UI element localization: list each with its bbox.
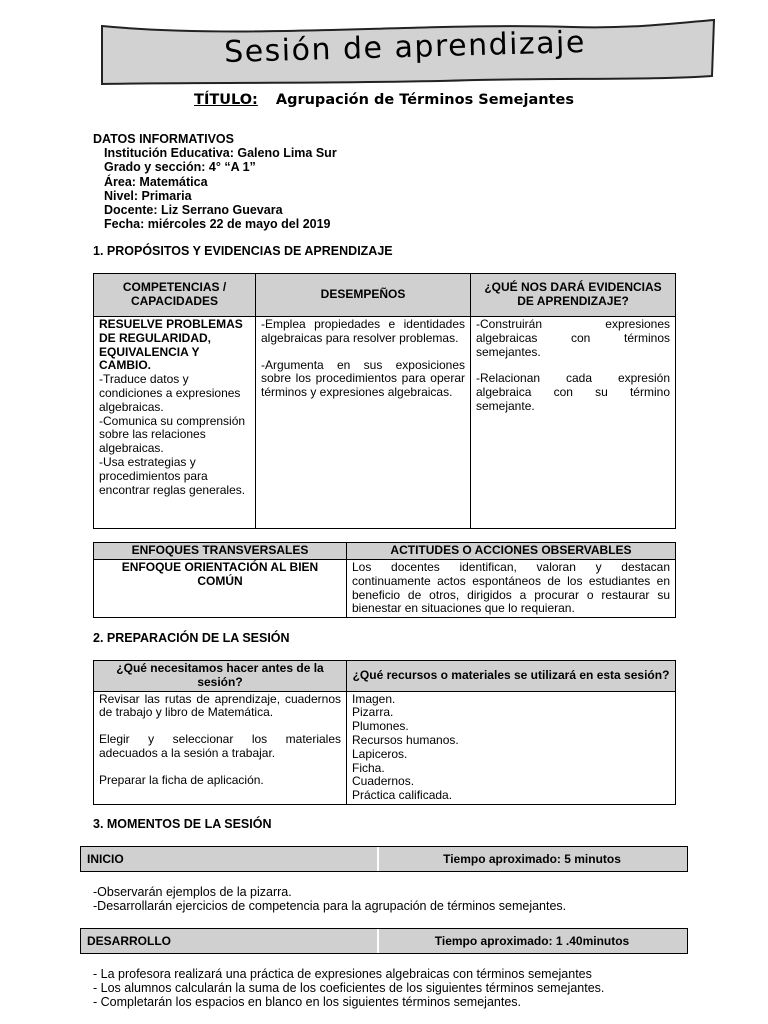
header-enfoques: ENFOQUES TRANSVERSALES: [94, 543, 347, 560]
desarrollo-bullet: - Completarán los espacios en blanco en los siguientes términos semejantes.: [93, 995, 522, 1009]
propositos-table: [93, 273, 676, 529]
header-antes: ¿Qué necesitamos hacer antes de la sesión?: [94, 661, 347, 692]
evidencia-item: -Construirán expresiones algebraicas con términos semejantes.: [476, 317, 670, 359]
preparacion-table: [93, 660, 676, 805]
fecha: Fecha: miércoles 22 de mayo del 2019: [104, 217, 331, 232]
header-desempenos: DESEMPEÑOS: [256, 274, 471, 317]
actitud-cell: Los docentes identifican, valoran y destacan continuamente actos espontáneos de los estudiantes en beneficio de otros, dirigidos a procurar o restaurar su bienestar en situaciones que lo requieran.: [347, 560, 676, 618]
competencia-title: RESUELVE PROBLEMAS DE REGULARIDAD, EQUIVALENCIA Y CAMBIO.: [99, 317, 243, 373]
section3-heading: 3. MOMENTOS DE LA SESIÓN: [93, 817, 272, 831]
recurso-item: Imagen.: [352, 691, 396, 706]
datos-informativos: [93, 132, 337, 231]
evidencias-cell: [471, 317, 676, 529]
area: Área: Matemática: [104, 174, 208, 189]
banner-title: Sesión de aprendizaje: [223, 24, 587, 71]
recurso-item: Pizarra.: [352, 705, 394, 720]
nivel: Nivel: Primaria: [104, 188, 192, 203]
inicio-line: -Desarrollarán ejercicios de competencia para la agrupación de términos semejantes.: [93, 899, 567, 913]
recurso-item: Ficha.: [352, 760, 385, 775]
header-recursos: ¿Qué recursos o materiales se utilizará en esta sesión?: [347, 661, 676, 692]
evidencia-item: -Relacionan cada expresión algebraica con su término semejante.: [476, 371, 670, 413]
recurso-item: Cuadernos.: [352, 774, 415, 789]
inicio-bar: [80, 846, 688, 872]
inicio-line: -Observarán ejemplos de la pizarra.: [93, 885, 292, 899]
antes-cell: [94, 691, 347, 804]
title-text: Agrupación de Términos Semejantes: [275, 92, 574, 108]
datos-heading: DATOS INFORMATIVOS: [93, 132, 234, 146]
grado-seccion: Grado y sección: 4° “A 1”: [104, 160, 256, 175]
capacidad-item: -Traduce datos y condiciones a expresiones algebraicas.: [99, 372, 241, 414]
desempenos-cell: [256, 317, 471, 529]
docente: Docente: Liz Serrano Guevara: [104, 203, 283, 218]
section2-heading: 2. PREPARACIÓN DE LA SESIÓN: [93, 631, 290, 645]
antes-item: Revisar las rutas de aprendizaje, cuadernos de trabajo y libro de Matemática.: [99, 691, 341, 720]
desarrollo-label: DESARROLLO: [87, 934, 171, 948]
recursos-cell: [347, 691, 676, 804]
desarrollo-tiempo: Tiempo aproximado: 1 .40minutos: [434, 934, 630, 948]
document-title: [0, 92, 768, 108]
institucion: Institución Educativa: Galeno Lima Sur: [104, 146, 337, 161]
desempeno-item: -Argumenta en sus exposiciones sobre los procedimientos para operar términos y expresiones algebraicas.: [261, 357, 465, 400]
antes-item: Preparar la ficha de aplicación.: [99, 772, 264, 787]
capacidad-item: -Usa estrategias y procedimientos para encontrar reglas generales.: [99, 454, 246, 497]
section1-heading: 1. PROPÓSITOS Y EVIDENCIAS DE APRENDIZAJE: [93, 244, 393, 258]
header-evidencias: ¿QUÉ NOS DARÁ EVIDENCIAS DE APRENDIZAJE?: [471, 274, 676, 317]
competencias-cell: [94, 317, 256, 529]
header-actitudes: ACTITUDES O ACCIONES OBSERVABLES: [347, 543, 676, 560]
recurso-item: Práctica calificada.: [352, 788, 453, 803]
recurso-item: Lapiceros.: [352, 746, 408, 761]
desarrollo-bullet: - Los alumnos calcularán la suma de los coeficientes de los siguientes términos semejantes.: [93, 981, 605, 995]
desarrollo-bullet: - La profesora realizará una práctica de expresiones algebraicas con términos semejantes: [93, 967, 592, 981]
desarrollo-content: [93, 967, 604, 1009]
antes-item: Elegir y seleccionar los materiales adecuados a la sesión a trabajar.: [99, 732, 341, 760]
enfoques-table: [93, 542, 676, 618]
capacidad-item: -Comunica su comprensión sobre las relaciones algebraicas.: [99, 413, 246, 456]
desempeno-item: -Emplea propiedades e identidades algebraicas para resolver problemas.: [261, 317, 465, 345]
title-label: TÍTULO:: [194, 92, 258, 108]
header-competencias: COMPETENCIAS / CAPACIDADES: [94, 274, 256, 317]
inicio-label: INICIO: [87, 852, 124, 866]
enfoque-cell: ENFOQUE ORIENTACIÓN AL BIEN COMÚN: [94, 560, 347, 618]
inicio-content: [93, 885, 566, 913]
recurso-item: Recursos humanos.: [352, 732, 459, 747]
desarrollo-bar: [80, 928, 688, 954]
inicio-tiempo: Tiempo aproximado: 5 minutos: [443, 852, 621, 866]
recurso-item: Plumones.: [352, 719, 409, 734]
